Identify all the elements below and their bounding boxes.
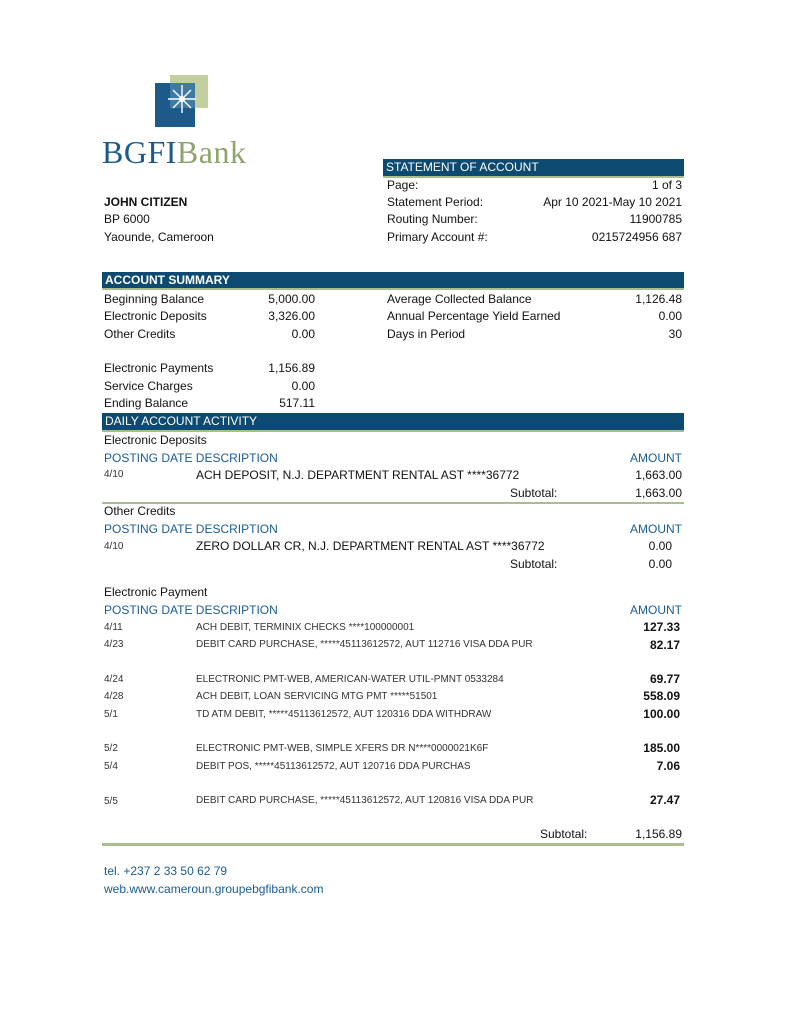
column-header-description: POSTING DATE DESCRIPTION <box>104 522 278 536</box>
daily-activity-bar <box>102 413 684 430</box>
statement-header-bar <box>383 159 684 176</box>
section-title-deposits: Electronic Deposits <box>104 433 207 447</box>
transaction-date: 5/2 <box>104 743 118 754</box>
customer-name: JOHN CITIZEN <box>104 195 188 209</box>
summary-value: 0.00 <box>291 379 315 393</box>
summary-label: Service Charges <box>104 379 193 393</box>
summary-label: Annual Percentage Yield Earned <box>387 309 561 323</box>
transaction-description: DEBIT CARD PURCHASE, *****45113612572, AUT 112716 VISA DDA PUR <box>196 639 533 650</box>
column-header-description: POSTING DATE DESCRIPTION <box>104 603 278 617</box>
daily-activity-divider <box>102 430 684 432</box>
footer-phone: tel. +237 2 33 50 62 79 <box>104 864 228 878</box>
bank-name-part2: Bank <box>176 134 247 170</box>
summary-value: 5,000.00 <box>268 292 315 306</box>
transaction-amount: 69.77 <box>649 672 680 686</box>
column-header-amount: AMOUNT <box>630 603 682 617</box>
subtotal-label: Subtotal: <box>510 486 558 500</box>
transaction-amount: 185.00 <box>643 741 680 755</box>
transaction-date: 4/10 <box>104 469 124 480</box>
section-title-payments: Electronic Payment <box>104 585 208 599</box>
summary-label: Average Collected Balance <box>387 292 532 306</box>
statement-page-value: 1 of 3 <box>651 178 682 192</box>
column-header-amount: AMOUNT <box>630 522 682 536</box>
transaction-amount: 0.00 <box>648 539 672 553</box>
transaction-date: 5/1 <box>104 709 118 720</box>
subtotal-value: 1,156.89 <box>635 827 682 841</box>
transaction-description: DEBIT CARD PURCHASE, *****45113612572, AUT 120816 VISA DDA PUR <box>196 795 534 806</box>
summary-label: Electronic Payments <box>104 361 214 375</box>
summary-value: 0.00 <box>658 309 682 323</box>
transaction-amount: 127.33 <box>643 620 680 634</box>
subtotal-label: Subtotal: <box>510 557 558 571</box>
transaction-date: 4/11 <box>104 622 123 633</box>
summary-value: 517.11 <box>279 396 315 410</box>
column-header-description: POSTING DATE DESCRIPTION <box>104 451 278 465</box>
transaction-amount: 27.47 <box>649 793 680 807</box>
transaction-date: 4/28 <box>104 691 124 702</box>
transaction-description: ACH DEBIT, TERMINIX CHECKS ****100000001 <box>196 622 415 633</box>
summary-label: Other Credits <box>104 327 176 341</box>
summary-value: 1,126.48 <box>635 292 682 306</box>
bank-name-part1: BGFI <box>102 134 177 170</box>
payments-bottom-divider <box>102 843 684 846</box>
summary-value: 0.00 <box>291 327 315 341</box>
statement-period-value: Apr 10 2021-May 10 2021 <box>543 195 682 209</box>
transaction-date: 4/23 <box>104 639 124 650</box>
transaction-description: ZERO DOLLAR CR, N.J. DEPARTMENT RENTAL AST ****36772 <box>196 539 545 553</box>
statement-title: STATEMENT OF ACCOUNT <box>386 160 539 174</box>
section-title-credits: Other Credits <box>104 504 176 518</box>
transaction-description: ELECTRONIC PMT-WEB, AMERICAN-WATER UTIL-PMNT 0533284 <box>196 674 504 685</box>
transaction-date: 5/5 <box>104 796 118 807</box>
transaction-description: ELECTRONIC PMT-WEB, SIMPLE XFERS DR N****0000021K6F <box>196 743 489 754</box>
account-summary-title: ACCOUNT SUMMARY <box>105 273 230 287</box>
transaction-date: 4/10 <box>104 541 124 552</box>
summary-label: Ending Balance <box>104 396 189 410</box>
subtotal-label: Subtotal: <box>540 827 588 841</box>
customer-address-line2: Yaounde, Cameroon <box>104 230 214 244</box>
account-summary-divider <box>102 288 684 290</box>
transaction-amount: 7.06 <box>656 759 680 773</box>
transaction-description: TD ATM DEBIT, *****45113612572, AUT 120316 DDA WITHDRAW <box>196 709 492 720</box>
account-number-value: 0215724956 687 <box>591 230 682 244</box>
summary-value: 1,156.89 <box>268 361 315 375</box>
statement-period-label: Statement Period: <box>387 195 484 209</box>
summary-label: Days in Period <box>387 327 466 341</box>
routing-number-value: 11900785 <box>629 212 682 226</box>
section-divider <box>102 502 684 504</box>
summary-label: Beginning Balance <box>104 292 205 306</box>
customer-address-line1: BP 6000 <box>104 212 150 226</box>
routing-number-label: Routing Number: <box>387 212 478 226</box>
transaction-date: 4/24 <box>104 674 124 685</box>
column-header-amount: AMOUNT <box>630 451 682 465</box>
account-number-label: Primary Account #: <box>387 230 488 244</box>
bank-wordmark <box>102 134 246 171</box>
bank-logo-mark <box>155 75 209 127</box>
transaction-description: ACH DEPOSIT, N.J. DEPARTMENT RENTAL AST ****36772 <box>196 468 520 482</box>
summary-value: 30 <box>668 327 682 341</box>
account-summary-bar <box>102 272 684 288</box>
summary-label: Electronic Deposits <box>104 309 207 323</box>
transaction-amount: 1,663.00 <box>635 468 682 482</box>
transaction-amount: 100.00 <box>643 707 680 721</box>
transaction-amount: 558.09 <box>643 689 680 703</box>
transaction-description: DEBIT POS, *****45113612572, AUT 120716 DDA PURCHAS <box>196 761 471 772</box>
subtotal-value: 1,663.00 <box>635 486 682 500</box>
transaction-amount: 82.17 <box>649 638 680 652</box>
transaction-date: 5/4 <box>104 761 118 772</box>
summary-value: 3,326.00 <box>268 309 315 323</box>
subtotal-value: 0.00 <box>648 557 672 571</box>
daily-activity-title: DAILY ACCOUNT ACTIVITY <box>105 414 258 428</box>
transaction-description: ACH DEBIT, LOAN SERVICING MTG PMT *****51501 <box>196 691 438 702</box>
footer-website[interactable]: web.www.cameroun.groupebgfibank.com <box>104 882 324 896</box>
statement-page-label: Page: <box>387 178 419 192</box>
